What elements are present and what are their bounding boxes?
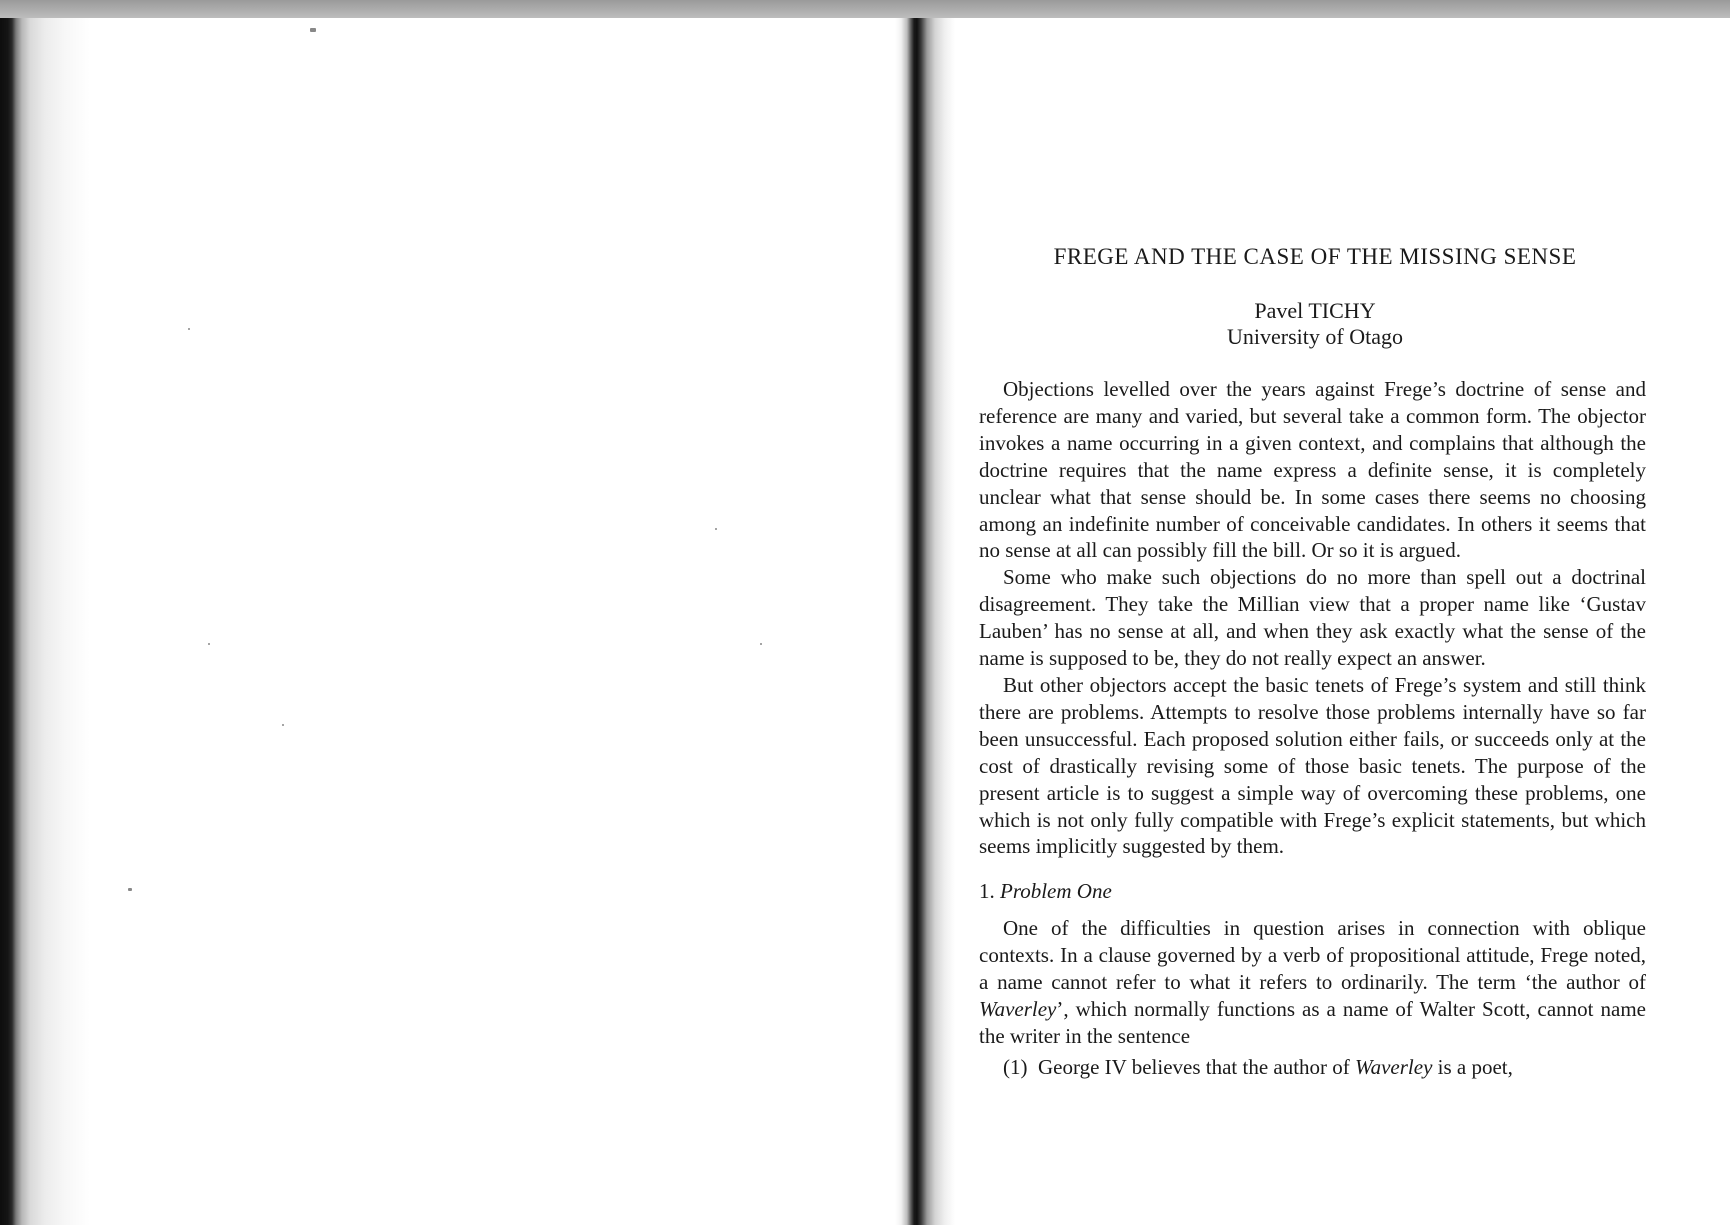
- example-number: (1): [1003, 1054, 1028, 1079]
- section-number: 1.: [979, 879, 995, 904]
- author-name: Pavel TICHY: [1254, 298, 1376, 323]
- scan-top-border: [0, 0, 1730, 18]
- scan-speck: [760, 643, 762, 645]
- paragraph-intro-2: Some who make such objections do no more than spell out a doctrinal disagreement. They take the Millian view that a proper name like ‘Gustav Lauben’ has no sense at all, and when they ask exactly what the sense of the name is supposed to be, they do not really expect an answer.: [979, 565, 1646, 671]
- example-sentence-1: [979, 1054, 1646, 1081]
- article-body: [979, 376, 1646, 1081]
- article-title: FREGE AND THE CASE OF THE MISSING SENSE: [1053, 244, 1577, 269]
- text-run: One of the difficulties in question arises in connection with oblique contexts. In a clause governed by a verb of propositional attitude, Frege noted, a name cannot refer to what it refers to ordinarily. The term ‘the author of: [979, 916, 1646, 995]
- italic-title: Waverley: [979, 996, 1057, 1021]
- section-title: Problem One: [1000, 879, 1112, 904]
- paragraph-intro-3: But other objectors accept the basic tenets of Frege’s system and still think there are problems. Attempts to resolve those problems internally have so far been unsuccessful. Each proposed solution either fails, or succeeds only at the cost of drastically revising some of those basic tenets. The purpose of the present article is to suggest a simple way of overcoming these problems, one which is not only fully compatible with Frege’s explicit statements, but which seems implicitly suggested by them.: [979, 672, 1646, 859]
- italic-title: Waverley: [1355, 1054, 1433, 1079]
- author-block: [1035, 298, 1595, 350]
- scan-speck: [208, 643, 210, 645]
- scan-speck: [715, 528, 717, 530]
- left-page-blank: [90, 18, 895, 1225]
- scan-speck: [282, 724, 284, 726]
- scan-left-edge-shadow: [0, 18, 90, 1225]
- text-run: ’, which normally functions as a name of Walter Scott, cannot name the writer in the sentence: [979, 996, 1646, 1048]
- text-run: is a poet,: [1432, 1054, 1513, 1079]
- text-run: George IV believes that the author of: [1038, 1054, 1356, 1079]
- scan-speck: [310, 28, 316, 32]
- section-heading: [979, 878, 1646, 905]
- scan-speck: [188, 328, 190, 330]
- scan-speck: [128, 888, 132, 891]
- paragraph-section-1: [979, 915, 1646, 1050]
- author-affiliation: University of Otago: [1227, 324, 1403, 349]
- paragraph-intro-1: Objections levelled over the years against Frege’s doctrine of sense and reference are many and varied, but several take a common form. The objector invokes a name occurring in a given context, and complains that although the doctrine requires that the name express a definite sense, it is completely unclear what that sense should be. In some cases there seems no choosing among an indefinite number of conceivable candidates. In others it seems that no sense at all can possibly fill the bill. Or so it is argued.: [979, 377, 1646, 563]
- book-spine-shadow: [895, 18, 955, 1225]
- right-page: [955, 18, 1730, 1225]
